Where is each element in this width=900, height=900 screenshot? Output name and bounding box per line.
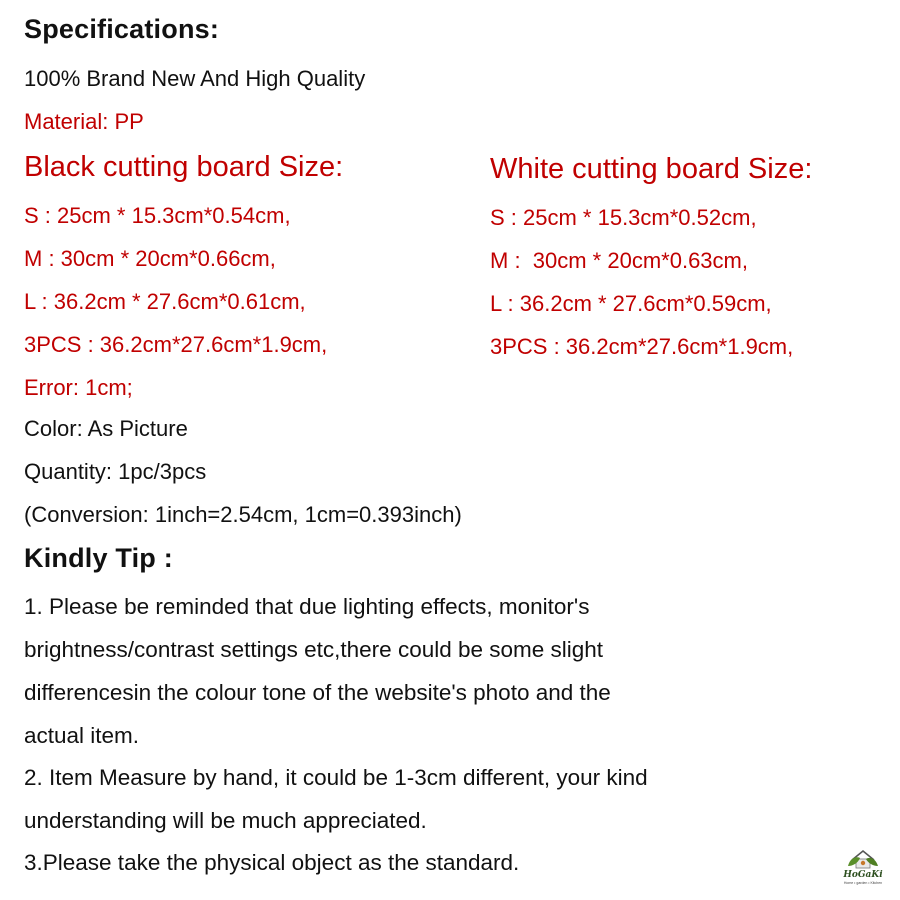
tip-line: understanding will be much appreciated.	[24, 808, 427, 833]
white-size-s: S : 25cm * 15.3cm*0.52cm,	[490, 205, 757, 230]
white-size-3pcs: 3PCS : 36.2cm*27.6cm*1.9cm,	[490, 334, 794, 359]
tip-line: differencesin the colour tone of the website's photo and the	[24, 680, 611, 705]
tip-line: 3.Please take the physical object as the standard.	[24, 850, 520, 875]
tip-line: 2. Item Measure by hand, it could be 1-3cm different, your kind	[24, 765, 648, 790]
black-size-3pcs: 3PCS : 36.2cm*27.6cm*1.9cm,	[24, 332, 328, 357]
logo-tagline: Home • garden • Kitchen	[843, 881, 883, 885]
white-size-l: L : 36.2cm * 27.6cm*0.59cm,	[490, 291, 772, 316]
logo-wordmark: HoGaKi	[843, 870, 883, 880]
brand-new-line: 100% Brand New And High Quality	[24, 66, 366, 91]
house-leaf-icon	[842, 848, 884, 870]
tip-line: 1. Please be reminded that due lighting effects, monitor's	[24, 594, 590, 619]
white-size-m: M : 30cm * 20cm*0.63cm,	[490, 248, 748, 273]
black-size-l: L : 36.2cm * 27.6cm*0.61cm,	[24, 289, 306, 314]
white-board-title: White cutting board Size:	[490, 153, 813, 185]
tip-line: actual item.	[24, 723, 140, 748]
black-size-s: S : 25cm * 15.3cm*0.54cm,	[24, 203, 291, 228]
color-line: Color: As Picture	[24, 416, 188, 441]
tip-line: brightness/contrast settings etc,there could be some slight	[24, 637, 604, 662]
material-line: Material: PP	[24, 109, 144, 134]
black-board-title: Black cutting board Size:	[24, 151, 344, 183]
tip-heading: Kindly Tip :	[24, 543, 173, 573]
conversion-line: (Conversion: 1inch=2.54cm, 1cm=0.393inch)	[24, 502, 462, 527]
spec-heading: Specifications:	[24, 14, 220, 44]
hogaki-logo	[842, 848, 884, 888]
quantity-line: Quantity: 1pc/3pcs	[24, 459, 207, 484]
black-size-m: M : 30cm * 20cm*0.66cm,	[24, 246, 276, 271]
error-line: Error: 1cm;	[24, 375, 133, 400]
